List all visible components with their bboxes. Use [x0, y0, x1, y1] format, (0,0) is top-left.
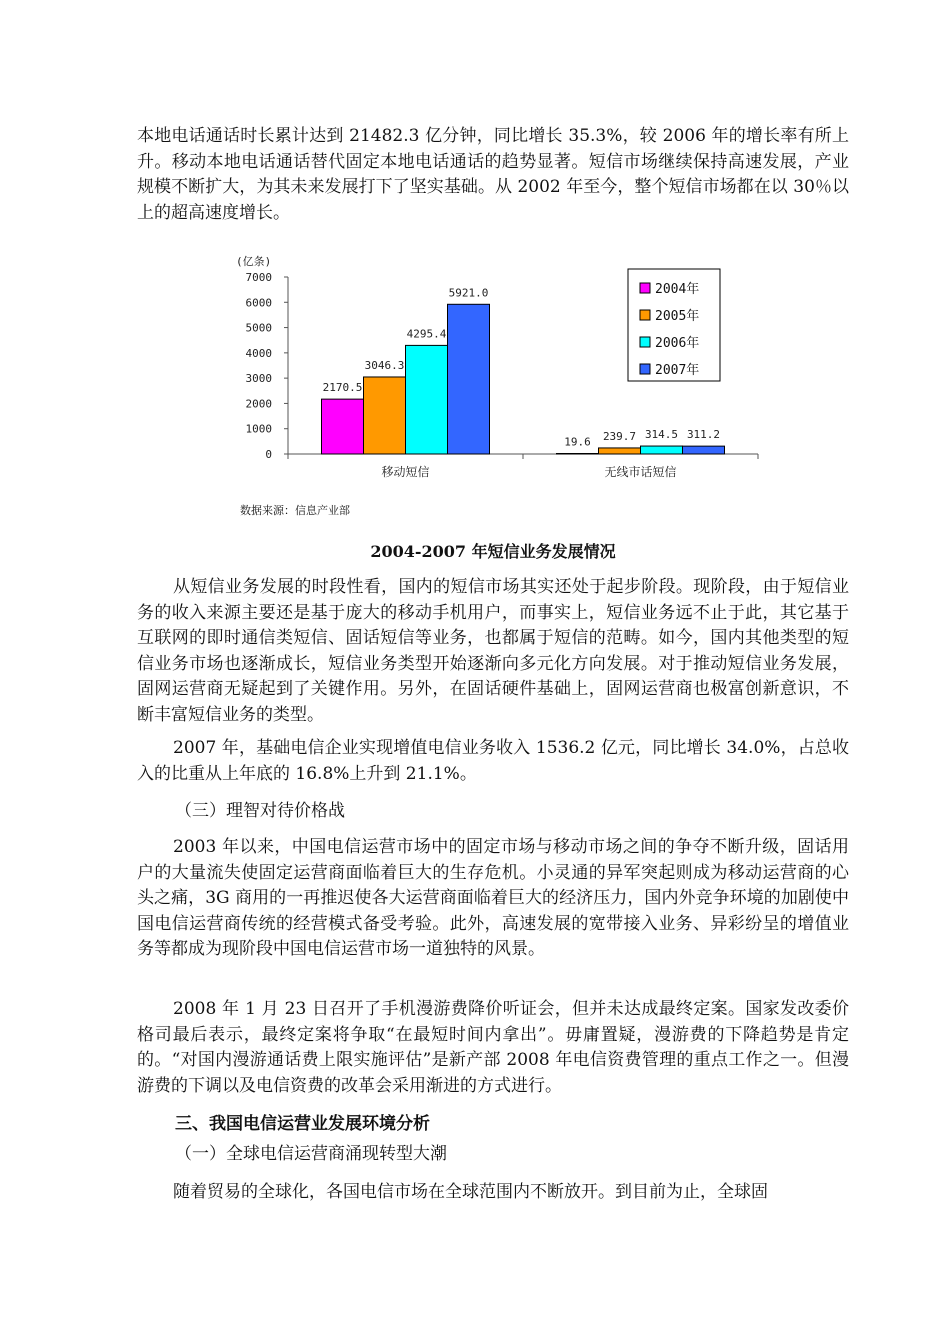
- legend-label: 2005年: [655, 309, 700, 324]
- chart-legend: [628, 269, 720, 381]
- paragraph-market-competition: 2003 年以来，中国电信运营市场中的固定市场与移动市场之间的争夺不断升级，固话用户的大量流失使固定运营商面临着巨大的生存危机。小灵通的异军突起则成为移动运营商的心头之痛，3G 商用的一再推迟使各大运营商面临着巨大的经济压力，国内外竞争环境的加剧使中国电信运营商传统的经营模式备受考验。此外，高速发展的宽带接入业务、异彩纷呈的增值业务等都成为现阶段中国电信运营市场一道独特的风景。: [137, 837, 849, 960]
- data-label: 314.5: [644, 428, 679, 442]
- legend-label: 2004年: [655, 282, 700, 297]
- data-label: 5921.0: [448, 286, 489, 300]
- paragraph-value-added-revenue: 2007 年，基础电信企业实现增值电信业务收入 1536.2 亿元，同比增长 34.0%，占总收入的比重从上年底的 16.8%上升到 21.1%。: [137, 738, 849, 784]
- y-tick-label: 1000: [245, 422, 272, 436]
- data-label: 2170.5: [322, 381, 363, 395]
- legend-swatch: [640, 337, 650, 347]
- bar: [599, 448, 641, 454]
- y-tick-label: 3000: [245, 372, 272, 386]
- y-axis-label: (亿条): [236, 255, 272, 268]
- y-tick-label: 0: [265, 448, 272, 461]
- data-label: 239.7: [602, 429, 637, 443]
- bar: [406, 345, 448, 454]
- figure-caption: 2004-2007 年短信业务发展情况: [370, 542, 616, 561]
- bar: [557, 454, 599, 455]
- x-tick-label: 移动短信: [381, 465, 430, 479]
- paragraph-local-calls: 本地电话通话时长累计达到 21482.3 亿分钟，同比增长 35.3%，较 2006 年的增长率有所上升。移动本地电话通话替代固定本地电话通话的趋势显著。短信市场继续保持高速发展，产业规模不断扩大，为其未来发展打下了坚实基础。从 2002 年至今，整个短信市场都在以 30％以上的超高速度增长。: [137, 126, 849, 223]
- legend-swatch: [640, 283, 650, 293]
- paragraph-roaming-fee: 2008 年 1 月 23 日召开了手机漫游费降价听证会，但并未达成最终定案。国家发改委价格司最后表示，最终定案将争取“在最短时间内拿出”。毋庸置疑，漫游费的下降趋势是肯定的。“对国内漫游通话费上限实施评估”是新产部 2008 年电信资费管理的重点工作之一。但漫游费的下调以及电信资费的改革会采用渐进的方式进行。: [137, 999, 849, 1096]
- data-label: 4295.4: [406, 327, 447, 341]
- bar: [448, 304, 490, 454]
- bar: [322, 399, 364, 454]
- data-label: 311.2: [686, 428, 721, 442]
- heading-global-transformation: （一）全球电信运营商涌现转型大潮: [175, 1144, 447, 1164]
- data-label: 3046.3: [364, 358, 405, 372]
- legend-label: 2007年: [655, 363, 700, 378]
- bar: [641, 446, 683, 454]
- bar: [683, 446, 725, 454]
- y-tick-label: 7000: [245, 271, 272, 284]
- legend-swatch: [640, 364, 650, 374]
- y-tick-label: 4000: [245, 346, 272, 360]
- heading-section-3: 三、我国电信运营业发展环境分析: [175, 1114, 430, 1134]
- y-tick-label: 6000: [245, 296, 272, 310]
- heading-price-war: （三）理智对待价格战: [175, 801, 345, 821]
- y-tick-label: 5000: [245, 321, 272, 335]
- paragraph-sms-stage: 从短信业务发展的时段性看，国内的短信市场其实还处于起步阶段。现阶段，由于短信业务的收入来源主要还是基于庞大的移动手机用户，而事实上，短信业务远不止于此，其它基于互联网的即时通信类短信、固话短信等业务，也都属于短信的范畴。如今，国内其他类型的短信业务市场也逐渐成长，短信业务类型开始逐渐向多元化方向发展。对于推动短信业务发展，固网运营商无疑起到了关键作用。另外，在固话硬件基础上，固网运营商也极富创新意识，不断丰富短信业务的类型。: [137, 577, 849, 725]
- legend-swatch: [640, 310, 650, 320]
- x-tick-label: 无线市话短信: [604, 465, 677, 479]
- y-tick-label: 2000: [245, 397, 272, 411]
- data-label: 19.6: [564, 435, 591, 449]
- sms-bar-chart: [230, 250, 770, 490]
- paragraph-globalization: 随着贸易的全球化，各国电信市场在全球范围内不断放开。到目前为止，全球固: [173, 1182, 768, 1202]
- bar: [364, 377, 406, 454]
- data-source-note: 数据来源：信息产业部: [240, 504, 350, 517]
- legend-label: 2006年: [655, 336, 700, 351]
